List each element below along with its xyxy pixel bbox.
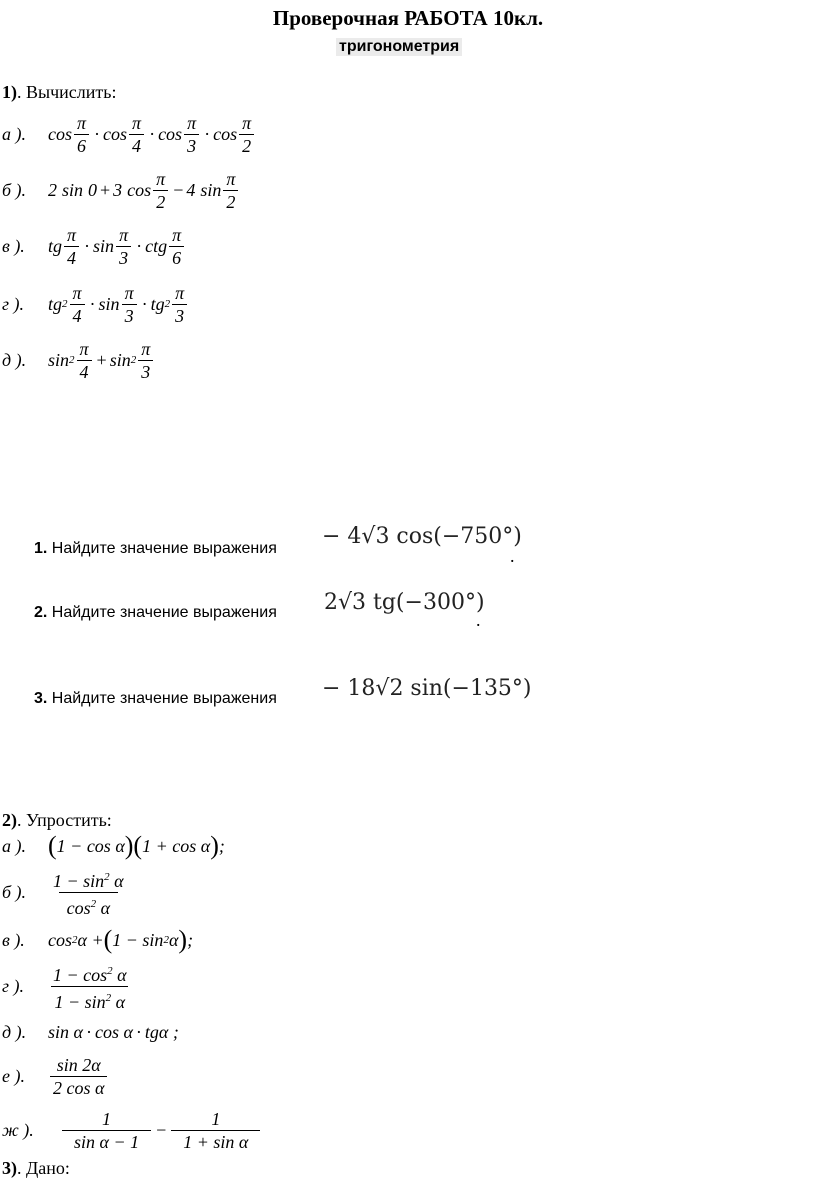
exercise-label: в ). (2, 930, 25, 950)
task-2 (34, 604, 277, 622)
exercise-label: д ). (2, 1022, 27, 1042)
task-text: Найдите значение выражения (47, 604, 277, 621)
math-expression: sin 2α 2 cos α (48, 1052, 109, 1100)
exercise-label: а ). (2, 124, 26, 144)
section-2-title: . Упростить: (17, 810, 112, 830)
exercise-label: б ). (2, 882, 27, 902)
task-text: Найдите значение выражения (47, 690, 277, 707)
section-3-number: 3) (2, 1158, 17, 1178)
task-1 (34, 540, 277, 558)
section-1-heading (2, 82, 116, 103)
task-number: 2. (34, 604, 48, 621)
math-expression: cos 2 α + ( 1 − sin 2 α ) ; (48, 925, 194, 954)
math-expression: 1 sin α − 1 − $\frac{1}{\text{1 + sin α}}$ (60, 1106, 262, 1154)
exercise-label: ж ). (2, 1120, 34, 1140)
math-expression: tg π 4 · sin π 3 · ctg π 6 (48, 222, 186, 270)
page-subtitle: тригонометрия (336, 38, 462, 56)
task-number: 1. (34, 540, 48, 557)
exercise-label: б ). (2, 180, 27, 200)
math-expression: sin α · cos α · tgα ; (48, 1021, 179, 1042)
exercise-label: е ). (2, 1066, 25, 1086)
math-expression: $1 - \cos^2 \alpha$ $1 - \sin^2 \alpha$ (53, 964, 127, 1012)
task-3-expression: − 18√2 sin(−135°) (322, 676, 532, 701)
task-2-expression: 2√3 tg(−300°) (324, 590, 485, 615)
task-3 (34, 690, 277, 708)
section-1-title: . Вычислить: (17, 82, 117, 102)
exercise-label: д ). (2, 350, 27, 370)
math-expression: cos π 6 · cos π 4 · cos π 3 · cos π 2 (48, 110, 256, 158)
page-title: Проверочная РАБОТА 10кл. (272, 6, 544, 30)
task-2-period: . (476, 610, 481, 630)
task-text: Найдите значение выражения (47, 540, 277, 557)
section-1-number: 1) (2, 82, 17, 102)
exercise-label: а ). (2, 836, 26, 856)
section-2-number: 2) (2, 810, 17, 830)
math-expression: ( 1 − cos α )( 1 + cos α ) ; (48, 831, 225, 860)
exercise-label: г ). (2, 294, 25, 314)
task-1-period: . (510, 546, 515, 566)
math-expression: tg 2 π 4 · sin π 3 · tg 2 π 3 (48, 280, 189, 328)
task-1-expression: − 4√3 cos(−750°) (322, 524, 522, 549)
math-expression: $1 - \sin^2 \alpha$ $\cos^2 \alpha$ (53, 870, 124, 918)
section-3-heading (2, 1158, 70, 1179)
section-3-title: . Дано: (17, 1158, 70, 1178)
exercise-label: г ). (2, 976, 25, 996)
task-number: 3. (34, 690, 48, 707)
math-expression: 2 sin 0 + 3 cos π 2 − 4 sin π 2 (48, 166, 240, 214)
math-expression: sin 2 π 4 + sin 2 π 3 (48, 336, 155, 384)
exercise-label: в ). (2, 236, 25, 256)
